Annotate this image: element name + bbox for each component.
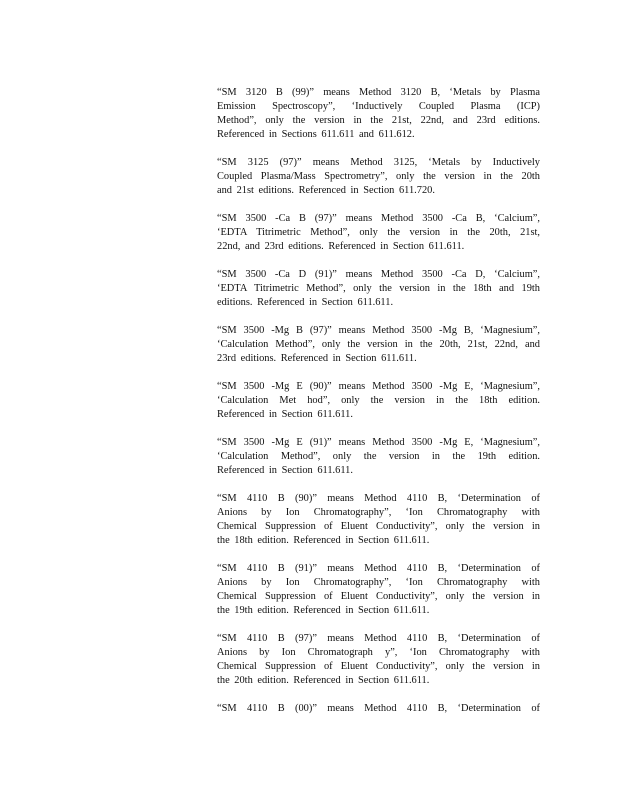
entry-line: Emission Spectroscopy”, ‘Inductively Coupled Plasma (ICP)	[217, 101, 540, 112]
entry-line: Anions by Ion Chromatography”, ‘Ion Chromatography with	[217, 577, 540, 588]
entry-line: “SM 4110 B (97)” means Method 4110 B, ‘Determination of	[217, 633, 540, 644]
entry-line: Chemical Suppression of Eluent Conductivity”, only the version in	[217, 591, 540, 602]
entry-line: “SM 3500 -Mg E (90)” means Method 3500 -Mg E, ‘Magnesium”,	[217, 381, 540, 392]
entry-line: ‘EDTA Titrimetric Method”, only the version in the 18th and 19th	[217, 283, 540, 294]
entry-line: “SM 4110 B (00)” means Method 4110 B, ‘Determination of	[217, 703, 540, 714]
entry-line: Chemical Suppression of Eluent Conductivity”, only the version in	[217, 521, 540, 532]
definition-entry	[217, 156, 540, 198]
entry-line: 22nd, and 23rd editions. Referenced in Section 611.611.	[217, 241, 465, 252]
entry-line: editions. Referenced in Section 611.611.	[217, 297, 394, 308]
entry-line: “SM 3500 -Mg E (91)” means Method 3500 -Mg E, ‘Magnesium”,	[217, 437, 540, 448]
entry-line: Referenced in Section 611.611.	[217, 409, 353, 420]
entry-line: “SM 3500 -Mg B (97)” means Method 3500 -Mg B, ‘Magnesium”,	[217, 325, 540, 336]
definition-entry	[217, 562, 540, 618]
entry-line: the 19th edition. Referenced in Section 611.611.	[217, 605, 430, 616]
entry-line: ‘Calculation Method”, only the version in the 19th edition.	[217, 451, 540, 462]
entry-line: ‘EDTA Titrimetric Method”, only the version in the 20th, 21st,	[217, 227, 540, 238]
entry-line: 23rd editions. Referenced in Section 611.611.	[217, 353, 417, 364]
entry-line: Method”, only the version in the 21st, 22nd, and 23rd editions.	[217, 115, 540, 126]
definition-entry	[217, 436, 540, 478]
entry-line: “SM 4110 B (90)” means Method 4110 B, ‘Determination of	[217, 493, 540, 504]
definition-entry	[217, 212, 540, 254]
entry-line: ‘Calculation Met hod”, only the version in the 18th edition.	[217, 395, 540, 406]
entry-line: “SM 3500 -Ca D (91)” means Method 3500 -Ca D, ‘Calcium”,	[217, 269, 540, 280]
entry-line: “SM 3500 -Ca B (97)” means Method 3500 -Ca B, ‘Calcium”,	[217, 213, 540, 224]
entry-line: Chemical Suppression of Eluent Conductivity”, only the version in	[217, 661, 540, 672]
definition-entry	[217, 492, 540, 548]
definition-entry	[217, 86, 540, 142]
definition-entry	[217, 702, 540, 716]
definition-entry	[217, 324, 540, 366]
entry-line: ‘Calculation Method”, only the version in the 20th, 21st, 22nd, and	[217, 339, 540, 350]
entry-line: Anions by Ion Chromatography”, ‘Ion Chromatography with	[217, 507, 540, 518]
definition-entry	[217, 380, 540, 422]
definition-entry	[217, 268, 540, 310]
entry-line: “SM 3120 B (99)” means Method 3120 B, ‘Metals by Plasma	[217, 87, 540, 98]
definition-entry	[217, 632, 540, 688]
document-body	[217, 86, 540, 730]
entry-line: and 21st editions. Referenced in Section 611.720.	[217, 185, 435, 196]
entry-line: Anions by Ion Chromatograph y”, ‘Ion Chromatography with	[217, 647, 540, 658]
entry-line: Referenced in Sections 611.611 and 611.612.	[217, 129, 415, 140]
entry-line: Coupled Plasma/Mass Spectrometry”, only the version in the 20th	[217, 171, 540, 182]
entry-line: Referenced in Section 611.611.	[217, 465, 353, 476]
entry-line: the 18th edition. Referenced in Section 611.611.	[217, 535, 430, 546]
entry-line: “SM 4110 B (91)” means Method 4110 B, ‘Determination of	[217, 563, 540, 574]
entry-line: “SM 3125 (97)” means Method 3125, ‘Metals by Inductively	[217, 157, 540, 168]
entry-line: the 20th edition. Referenced in Section 611.611.	[217, 675, 430, 686]
